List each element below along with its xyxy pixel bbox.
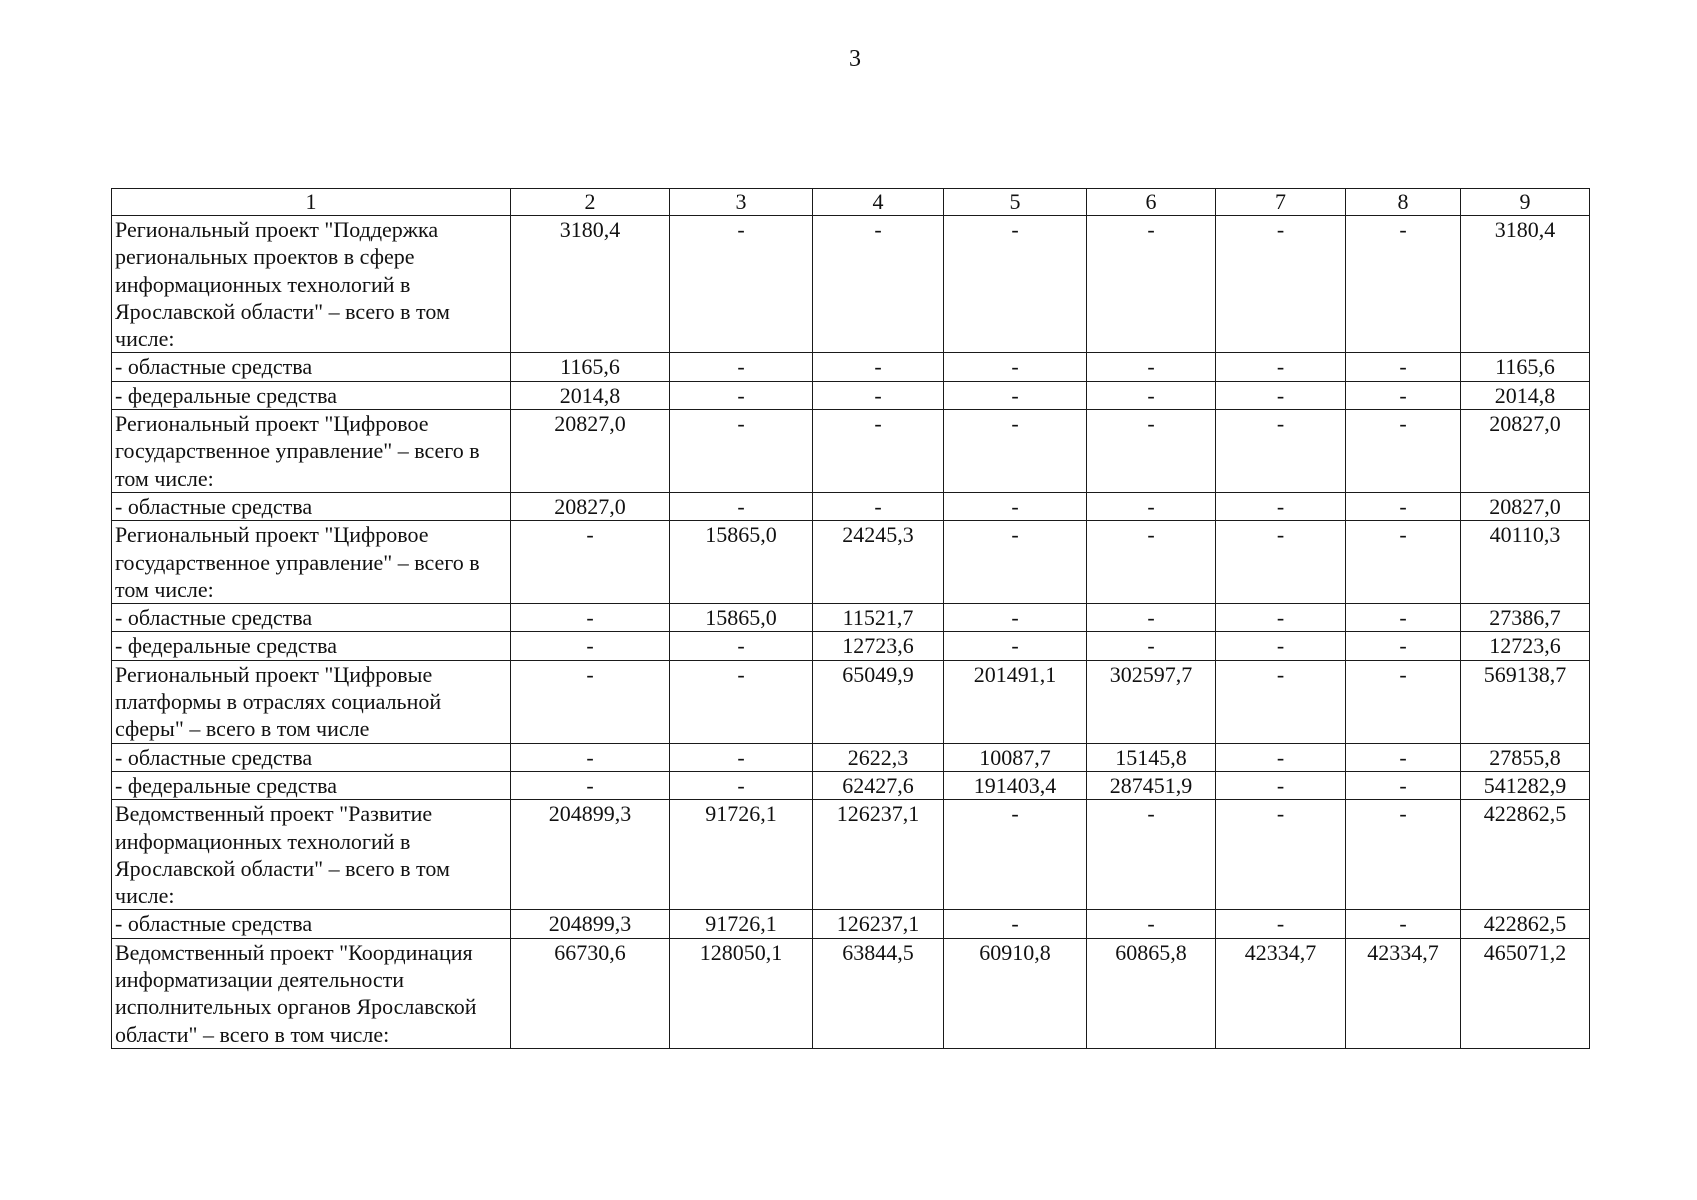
funding-source-row	[112, 492, 1590, 520]
column-header: 8	[1346, 189, 1461, 216]
amount-cell: -	[1346, 632, 1461, 660]
amount-cell: 465071,2	[1461, 938, 1590, 1048]
amount-cell: -	[813, 381, 944, 409]
amount-cell: 20827,0	[1461, 410, 1590, 493]
row-label-cell: - областные средства	[112, 910, 511, 938]
amount-cell: 20827,0	[511, 492, 670, 520]
amount-cell: 2622,3	[813, 743, 944, 771]
amount-cell: 20827,0	[1461, 492, 1590, 520]
amount-cell: -	[944, 492, 1087, 520]
amount-cell: 24245,3	[813, 521, 944, 604]
project-row	[112, 216, 1590, 353]
funding-source-row	[112, 771, 1590, 799]
row-label-cell: Региональный проект "Цифровое государственное управление" – всего в том числе:	[112, 410, 511, 493]
amount-cell: 27855,8	[1461, 743, 1590, 771]
amount-cell: -	[1087, 632, 1216, 660]
amount-cell: -	[1216, 604, 1346, 632]
amount-cell: 3180,4	[511, 216, 670, 353]
funding-source-row	[112, 604, 1590, 632]
page-number: 3	[849, 46, 861, 72]
amount-cell: -	[1216, 381, 1346, 409]
amount-cell: -	[1087, 910, 1216, 938]
column-header: 4	[813, 189, 944, 216]
amount-cell: 12723,6	[1461, 632, 1590, 660]
amount-cell: -	[1216, 910, 1346, 938]
amount-cell: 204899,3	[511, 800, 670, 910]
column-header: 2	[511, 189, 670, 216]
amount-cell: 42334,7	[1216, 938, 1346, 1048]
row-label-cell: Региональный проект "Поддержка региональных проектов в сфере информационных технологий в Ярославской области" – всего в том числе:	[112, 216, 511, 353]
project-row	[112, 800, 1590, 910]
amount-cell: 62427,6	[813, 771, 944, 799]
amount-cell: -	[1216, 353, 1346, 381]
amount-cell: -	[1346, 521, 1461, 604]
amount-cell: 126237,1	[813, 910, 944, 938]
amount-cell: -	[670, 353, 813, 381]
funding-source-row	[112, 910, 1590, 938]
amount-cell: -	[511, 632, 670, 660]
amount-cell: -	[670, 743, 813, 771]
amount-cell: 91726,1	[670, 800, 813, 910]
amount-cell: 201491,1	[944, 660, 1087, 743]
amount-cell: 15145,8	[1087, 743, 1216, 771]
project-row	[112, 521, 1590, 604]
amount-cell: -	[1087, 410, 1216, 493]
amount-cell: -	[813, 216, 944, 353]
row-label-cell: Ведомственный проект "Развитие информационных технологий в Ярославской области" – всего в том числе:	[112, 800, 511, 910]
budget-table	[111, 188, 1590, 1049]
amount-cell: 91726,1	[670, 910, 813, 938]
amount-cell: 15865,0	[670, 521, 813, 604]
amount-cell: -	[1087, 800, 1216, 910]
amount-cell: 204899,3	[511, 910, 670, 938]
amount-cell: -	[511, 771, 670, 799]
amount-cell: -	[1087, 381, 1216, 409]
amount-cell: -	[944, 410, 1087, 493]
amount-cell: -	[1216, 216, 1346, 353]
amount-cell: 128050,1	[670, 938, 813, 1048]
amount-cell: 11521,7	[813, 604, 944, 632]
amount-cell: -	[1216, 771, 1346, 799]
amount-cell: -	[1346, 800, 1461, 910]
project-row	[112, 410, 1590, 493]
amount-cell: 63844,5	[813, 938, 944, 1048]
amount-cell: -	[670, 632, 813, 660]
amount-cell: -	[944, 353, 1087, 381]
amount-cell: -	[670, 660, 813, 743]
row-label-cell: Ведомственный проект "Координация информатизации деятельности исполнительных органов Ярославской области" – всего в том числе:	[112, 938, 511, 1048]
row-label-cell: Региональный проект "Цифровое государственное управление" – всего в том числе:	[112, 521, 511, 604]
amount-cell: 287451,9	[1087, 771, 1216, 799]
amount-cell: -	[1346, 381, 1461, 409]
amount-cell: -	[944, 800, 1087, 910]
amount-cell: 126237,1	[813, 800, 944, 910]
amount-cell: 2014,8	[511, 381, 670, 409]
amount-cell: -	[1216, 410, 1346, 493]
amount-cell: 10087,7	[944, 743, 1087, 771]
amount-cell: 1165,6	[1461, 353, 1590, 381]
amount-cell: -	[1087, 604, 1216, 632]
amount-cell: 27386,7	[1461, 604, 1590, 632]
amount-cell: 66730,6	[511, 938, 670, 1048]
row-label-cell: - областные средства	[112, 353, 511, 381]
column-header: 1	[112, 189, 511, 216]
row-label-cell: Региональный проект "Цифровые платформы в отраслях социальной сферы" – всего в том числе	[112, 660, 511, 743]
amount-cell: 1165,6	[511, 353, 670, 381]
amount-cell: 42334,7	[1346, 938, 1461, 1048]
amount-cell: 12723,6	[813, 632, 944, 660]
amount-cell: -	[1346, 410, 1461, 493]
amount-cell: -	[1087, 521, 1216, 604]
amount-cell: 40110,3	[1461, 521, 1590, 604]
column-header: 9	[1461, 189, 1590, 216]
amount-cell: 302597,7	[1087, 660, 1216, 743]
amount-cell: -	[1346, 492, 1461, 520]
amount-cell: -	[944, 216, 1087, 353]
amount-cell: 422862,5	[1461, 800, 1590, 910]
table-body	[112, 189, 1590, 1049]
amount-cell: -	[944, 521, 1087, 604]
amount-cell: -	[670, 771, 813, 799]
project-row	[112, 938, 1590, 1048]
amount-cell: -	[1346, 771, 1461, 799]
amount-cell: -	[1346, 353, 1461, 381]
amount-cell: -	[944, 632, 1087, 660]
amount-cell: -	[670, 381, 813, 409]
row-label-cell: - федеральные средства	[112, 381, 511, 409]
column-header: 6	[1087, 189, 1216, 216]
amount-cell: -	[813, 410, 944, 493]
amount-cell: 541282,9	[1461, 771, 1590, 799]
amount-cell: -	[813, 492, 944, 520]
amount-cell: 422862,5	[1461, 910, 1590, 938]
column-header: 5	[944, 189, 1087, 216]
amount-cell: -	[1216, 521, 1346, 604]
amount-cell: -	[1346, 216, 1461, 353]
amount-cell: -	[944, 910, 1087, 938]
amount-cell: -	[1346, 604, 1461, 632]
amount-cell: -	[1346, 660, 1461, 743]
header-row	[112, 189, 1590, 216]
amount-cell: -	[670, 410, 813, 493]
amount-cell: -	[511, 743, 670, 771]
amount-cell: -	[1346, 743, 1461, 771]
amount-cell: -	[944, 604, 1087, 632]
amount-cell: 569138,7	[1461, 660, 1590, 743]
amount-cell: 3180,4	[1461, 216, 1590, 353]
funding-source-row	[112, 743, 1590, 771]
row-label-cell: - федеральные средства	[112, 632, 511, 660]
amount-cell: -	[1216, 632, 1346, 660]
funding-source-row	[112, 381, 1590, 409]
amount-cell: 60910,8	[944, 938, 1087, 1048]
amount-cell: -	[670, 492, 813, 520]
amount-cell: -	[1216, 800, 1346, 910]
amount-cell: 65049,9	[813, 660, 944, 743]
amount-cell: -	[944, 381, 1087, 409]
amount-cell: -	[1087, 216, 1216, 353]
funding-source-row	[112, 632, 1590, 660]
project-row	[112, 660, 1590, 743]
amount-cell: -	[511, 660, 670, 743]
amount-cell: 60865,8	[1087, 938, 1216, 1048]
amount-cell: -	[1087, 492, 1216, 520]
amount-cell: 2014,8	[1461, 381, 1590, 409]
row-label-cell: - областные средства	[112, 604, 511, 632]
amount-cell: -	[1216, 660, 1346, 743]
amount-cell: -	[511, 521, 670, 604]
amount-cell: -	[670, 216, 813, 353]
funding-source-row	[112, 353, 1590, 381]
column-header: 7	[1216, 189, 1346, 216]
amount-cell: 191403,4	[944, 771, 1087, 799]
amount-cell: -	[511, 604, 670, 632]
column-header: 3	[670, 189, 813, 216]
row-label-cell: - областные средства	[112, 492, 511, 520]
amount-cell: -	[813, 353, 944, 381]
row-label-cell: - областные средства	[112, 743, 511, 771]
amount-cell: -	[1216, 743, 1346, 771]
amount-cell: 15865,0	[670, 604, 813, 632]
row-label-cell: - федеральные средства	[112, 771, 511, 799]
amount-cell: 20827,0	[511, 410, 670, 493]
amount-cell: -	[1216, 492, 1346, 520]
amount-cell: -	[1087, 353, 1216, 381]
amount-cell: -	[1346, 910, 1461, 938]
